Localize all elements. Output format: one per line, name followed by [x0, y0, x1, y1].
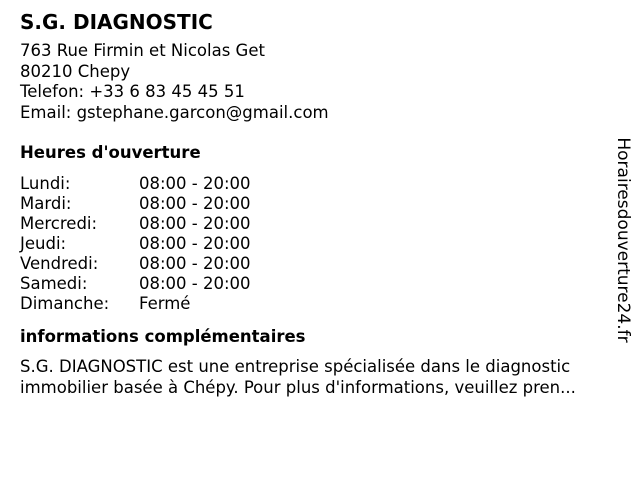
time-value: 08:00 - 20:00 [139, 174, 251, 193]
phone-line: Telefon: +33 6 83 45 45 51 [20, 82, 245, 101]
business-name: S.G. DIAGNOSTIC [20, 10, 213, 34]
business-card [20, 10, 612, 398]
description [20, 357, 612, 398]
address-city: 80210 Chepy [20, 61, 131, 81]
hours-row-friday [20, 254, 612, 274]
address-street: 763 Rue Firmin et Nicolas Get [20, 41, 265, 60]
hours-row-saturday [20, 274, 612, 294]
hours-row-wednesday [20, 214, 612, 234]
email-line: Email: gstephane.garcon@gmail.com [20, 102, 329, 122]
day-label: Samedi: [20, 274, 88, 293]
day-label: Vendredi: [20, 254, 99, 273]
time-value: Fermé [139, 294, 191, 313]
info-heading: informations complémentaires [20, 327, 306, 346]
day-label: Dimanche: [20, 294, 110, 313]
hours-heading: Heures d'ouverture [20, 143, 201, 162]
time-value: 08:00 - 20:00 [139, 194, 251, 213]
hours-row-sunday [20, 294, 612, 314]
time-value: 08:00 - 20:00 [139, 274, 251, 293]
hours-row-thursday [20, 234, 612, 254]
day-label: Jeudi: [20, 234, 67, 253]
hours-row-monday [20, 174, 612, 194]
description-line: S.G. DIAGNOSTIC est une entreprise spécialisée dans le diagnostic [20, 357, 571, 376]
description-line: immobilier basée à Chépy. Pour plus d'informations, veuillez pren... [20, 377, 576, 397]
site-watermark: Horairesdouverture24.fr [613, 137, 633, 343]
day-label: Lundi: [20, 174, 71, 193]
time-value: 08:00 - 20:00 [139, 234, 251, 253]
time-value: 08:00 - 20:00 [139, 254, 251, 273]
day-label: Mardi: [20, 194, 72, 213]
address-block [20, 41, 612, 123]
time-value: 08:00 - 20:00 [139, 214, 251, 233]
day-label: Mercredi: [20, 214, 98, 233]
hours-row-tuesday [20, 194, 612, 214]
hours-table [20, 174, 612, 314]
